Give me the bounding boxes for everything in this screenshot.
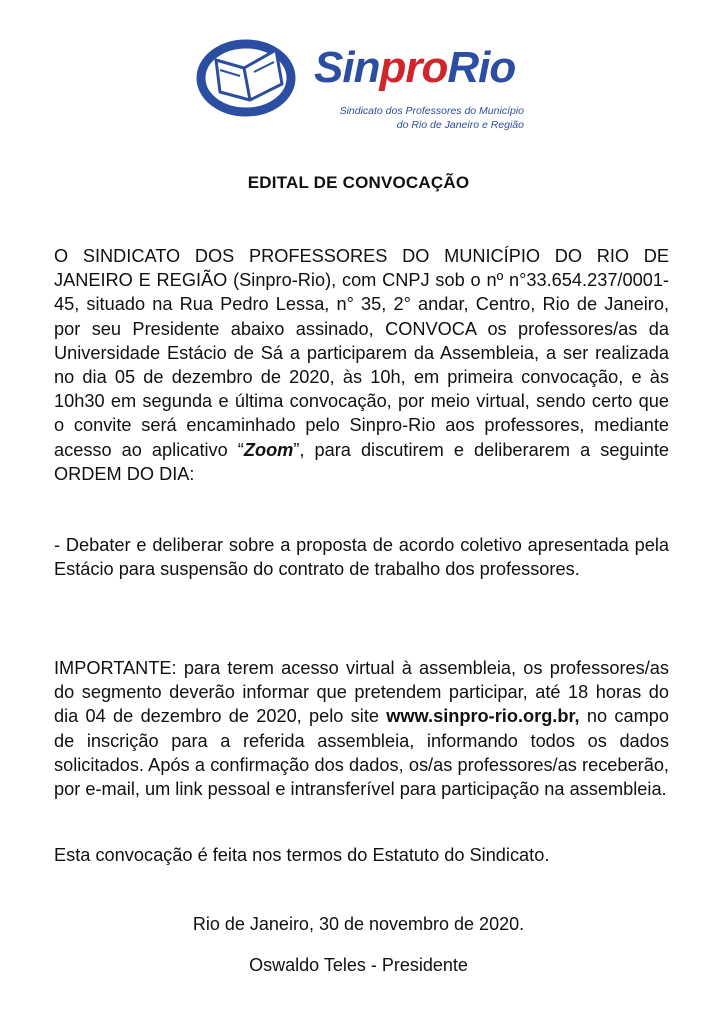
convocation-paragraph [54, 244, 669, 486]
signature-line: Oswaldo Teles - Presidente [249, 955, 468, 975]
site-link[interactable]: www.sinpro-rio.org.br, [386, 706, 580, 727]
important-text-end: no campo de inscrição para a referida assembleia, informando todos os dados solicitados. Após a confirmação dos dados, os/as professores/as receberão, por e-mail, um link pessoal e intransferível para participação na assembleia. [54, 706, 669, 800]
important-text-start: IMPORTANTE: para terem acesso virtual à assembleia, os professores/as do segmento deverão informar que pretendem participar, até 18 horas do dia 04 de dezembro de 2020, pelo site [54, 658, 669, 727]
document-title: EDITAL DE CONVOCAÇÃO [247, 173, 470, 192]
date-line: Rio de Janeiro, 30 de novembro de 2020. [192, 914, 525, 934]
statute-note: Esta convocação é feita nos termos do Estatuto do Sindicato. [54, 845, 550, 865]
logo-wordmark-rio: Rio [447, 43, 516, 92]
convocation-text-end: ”, para discutirem e deliberarem a seguinte ORDEM DO DIA: [54, 439, 669, 484]
open-book-logo-icon [196, 38, 306, 118]
logo-subtitle-line2: do Rio de Janeiro e Região [396, 119, 524, 131]
important-paragraph [54, 656, 669, 801]
sinpro-rio-logo [196, 36, 526, 146]
logo-wordmark-pro: pro [379, 43, 448, 92]
logo-subtitle-line1: Sindicato dos Professores do Município [339, 105, 524, 117]
logo-wordmark-sin: Sin [314, 43, 380, 92]
logo-wordmark [314, 44, 515, 92]
agenda-item: - Debater e deliberar sobre a proposta de acordo coletivo apresentada pela Estácio para suspensão do contrato de trabalho dos professores. [54, 535, 669, 580]
zoom-app-name: Zoom [243, 439, 294, 460]
convocation-text-start: O SINDICATO DOS PROFESSORES DO MUNICÍPIO DO RIO DE JANEIRO E REGIÃO (Sinpro-Rio), com CNPJ sob o nº n°33.654.237/0001-45, situado na Rua Pedro Lessa, n° 35, 2° andar, Centro, Rio de Janeiro, por seu Presidente abaixo assinado, CONVOCA os professores/as da Universidade Estácio de Sá a participarem da Assembleia, a ser realizada no dia 05 de dezembro de 2020, às 10h, em primeira convocação, e às 10h30 em segunda e última convocação, por meio virtual, sendo certo que o convite será encaminhado pelo Sinpro-Rio aos professores, mediante acesso ao aplicativo “ [54, 246, 669, 460]
logo-subtitle [314, 104, 524, 132]
